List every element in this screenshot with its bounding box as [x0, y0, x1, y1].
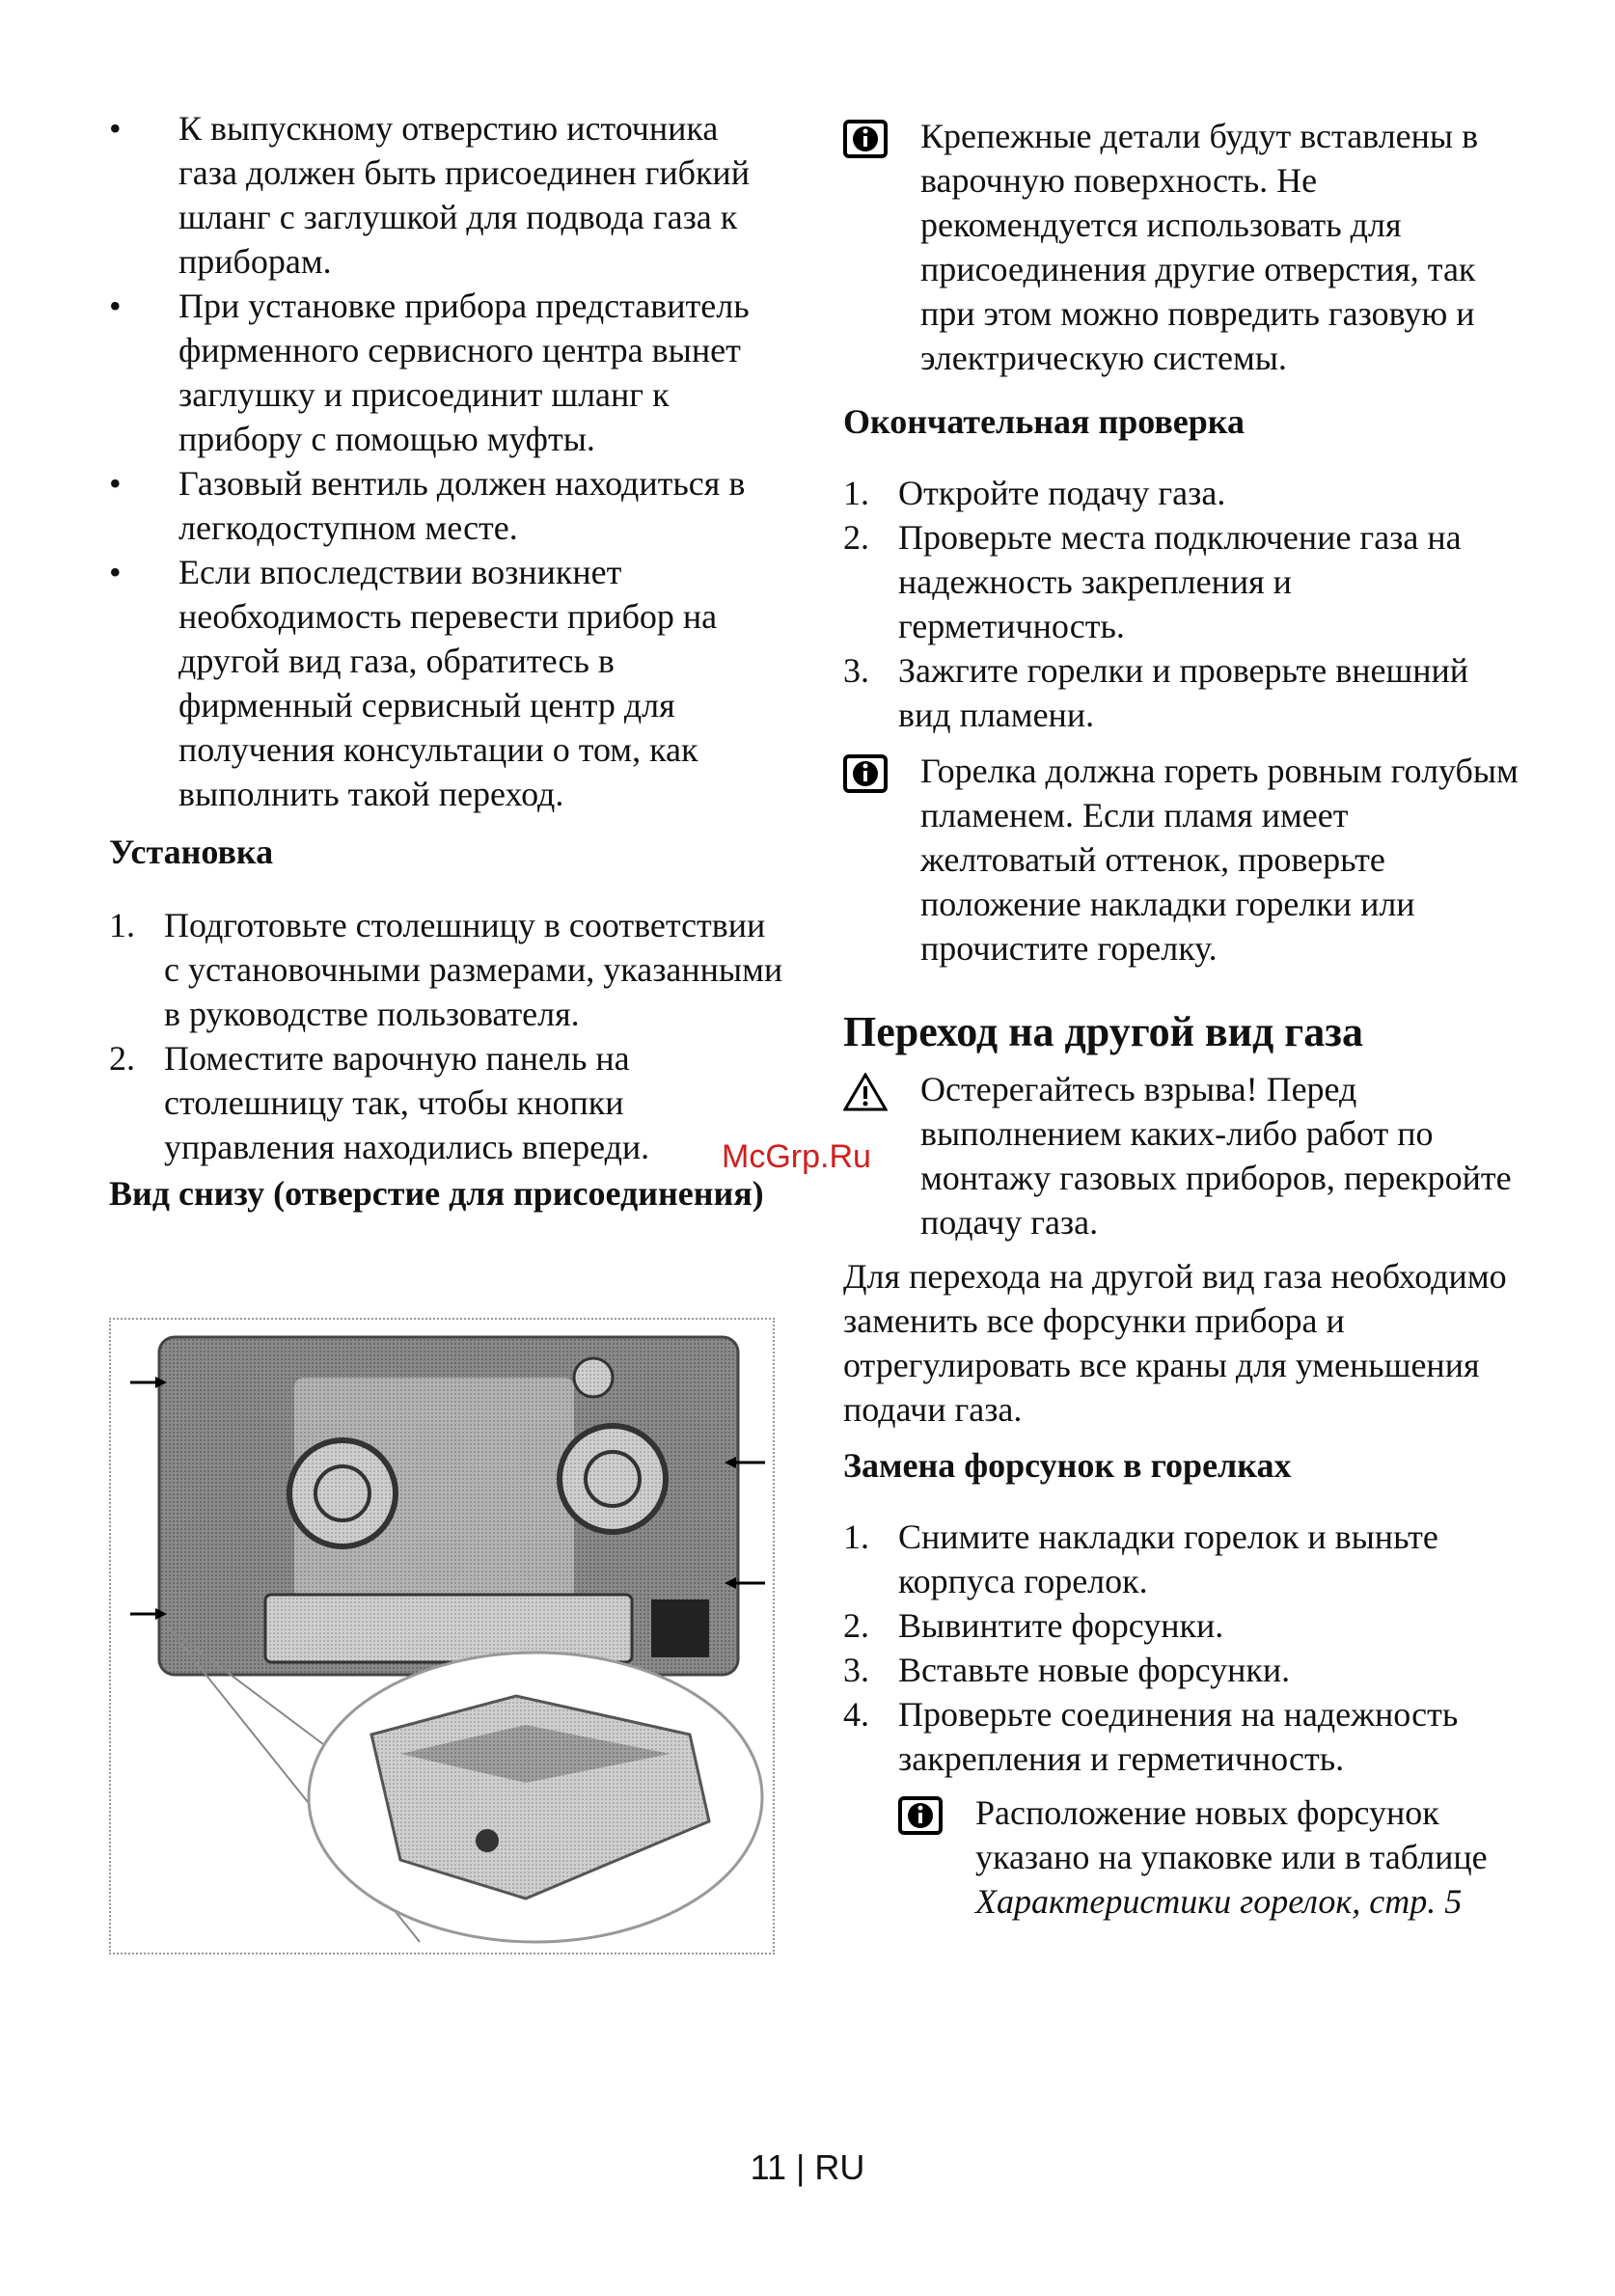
bottom-view-figure: [109, 1318, 775, 1954]
list-item: • При установке прибора представитель фирменного сервисного центра вынет заглушку и присоединит шланг к прибору с помощью муфты.: [109, 287, 750, 458]
list-item: 1. Откройте подачу газа.: [843, 474, 1226, 512]
figure-heading: Вид снизу (отверстие для присоединения): [109, 1174, 764, 1213]
final-check-steps: [843, 471, 1519, 737]
warning-note: Остерегайтесь взрыва! Перед выполнением каких-либо работ по монтажу газовых приборов, перекройте подачу газа.: [843, 1067, 1519, 1244]
watermark: McGrp.Ru: [722, 1138, 871, 1175]
info-note: Расположение новых форсунок указано на упаковке или в таблице Характеристики горелок, стр. 5: [898, 1790, 1519, 1924]
info-icon: [898, 1796, 943, 1835]
list-item: 2. Поместите варочную панель на столешницу так, чтобы кнопки управления находились впереди.: [109, 1039, 650, 1166]
list-item: 3. Зажгите горелки и проверьте внешний вид пламени.: [843, 651, 1469, 734]
info-icon: [843, 120, 888, 158]
final-check-heading: Окончательная проверка: [843, 402, 1245, 441]
list-item: 2. Вывинтите форсунки.: [843, 1606, 1224, 1645]
list-item: 2. Проверьте места подключение газа на надежность закрепления и герметичность.: [843, 518, 1462, 645]
list-item: • Газовый вентиль должен находиться в легкодоступном месте.: [109, 464, 746, 547]
info-icon: [843, 754, 888, 793]
list-item: 4. Проверьте соединения на надежность закрепления и герметичность.: [843, 1695, 1459, 1778]
info-note: Горелка должна гореть ровным голубым пламенем. Если пламя имеет желтоватый оттенок, проверьте положение накладки горелки или прочистите горелку.: [843, 749, 1519, 970]
list-item: • К выпускному отверстию источника газа должен быть присоединен гибкий шланг с заглушкой для подвода газа к приборам.: [109, 109, 750, 281]
list-item: 3. Вставьте новые форсунки.: [843, 1651, 1291, 1689]
hob-bottom-view-illustration: [111, 1320, 773, 1953]
page-number: 11 | RU: [750, 2147, 865, 2187]
install-steps: [109, 903, 784, 1169]
nozzle-steps: [843, 1515, 1519, 1781]
section-title: Переход на другой вид газа: [843, 1008, 1363, 1055]
info-note: Крепежные детали будут вставлены в варочную поверхность. Не рекомендуется использовать для присоединения другие отверстия, так при этом можно повредить газовую и электрическую системы.: [843, 114, 1519, 380]
nozzle-heading: Замена форсунок в горелках: [843, 1446, 1292, 1485]
gas-supply-bullets: [109, 106, 784, 816]
list-item: 1. Подготовьте столешницу в соответствии с установочными размерами, указанными в руководстве пользователя.: [109, 906, 783, 1033]
gas-conversion-paragraph: Для перехода на другой вид газа необходимо заменить все форсунки прибора и отрегулировать все краны для уменьшения подачи газа.: [843, 1257, 1507, 1429]
left-column: [109, 106, 784, 1216]
list-item: • Если впоследствии возникнет необходимость перевести прибор на другой вид газа, обратитесь в фирменный сервисный центр для получения консультации о том, как выполнить такой переход.: [109, 553, 718, 813]
right-column: [843, 114, 1519, 1924]
list-item: 1. Снимите накладки горелок и выньте корпуса горелок.: [843, 1517, 1438, 1600]
install-heading: Установка: [109, 833, 274, 871]
warning-triangle-icon: [843, 1073, 888, 1111]
